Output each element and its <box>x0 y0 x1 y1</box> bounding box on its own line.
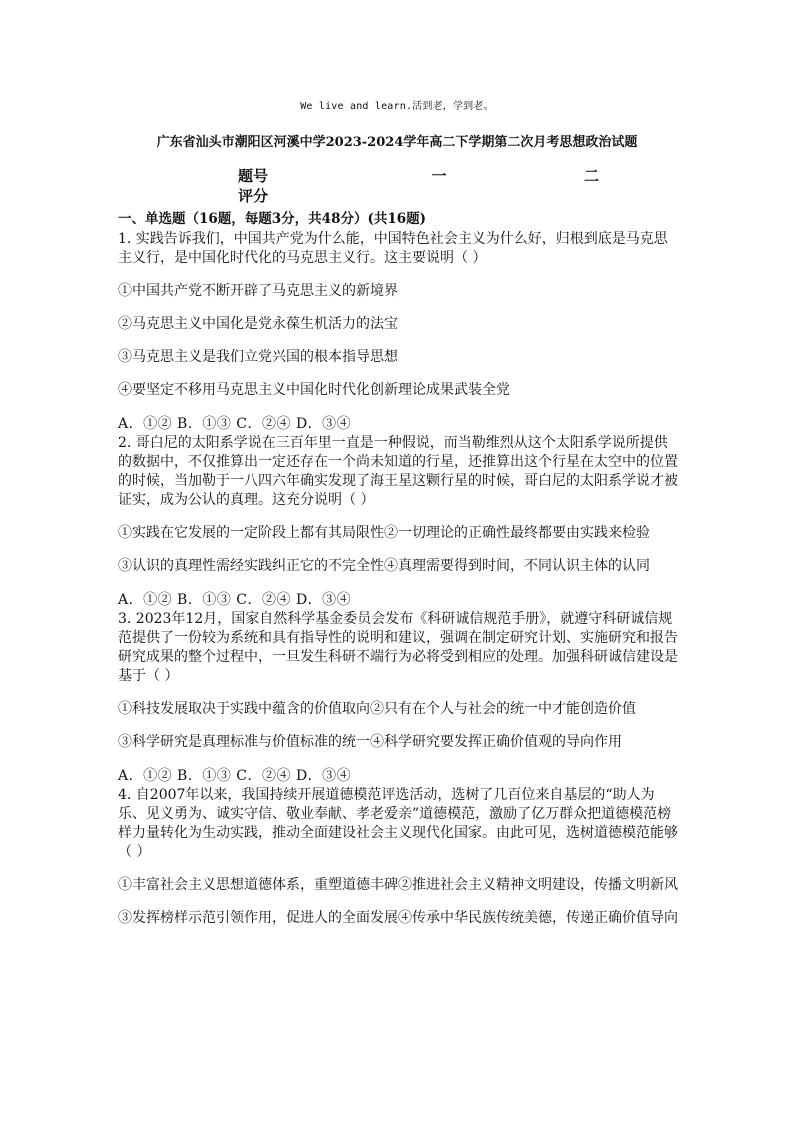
question-stem: 3. 2023年12月，国家自然科学基金委员会发布《科研诚信规范手册》，就遵守科研诚信规范提供了一份较为系统和具有指导性的说明和建议，强调在制定研究计划、实施研究和报告研究成果的整个过程中，一旦发生科研不端行为必将受到相应的处理。加强科研诚信建设是基于（ ） <box>118 611 678 684</box>
score-cell-section-1-value <box>333 186 545 206</box>
question-option: ④要坚定不移用马克思主义中国化时代化创新理论成果武装全党 <box>118 382 510 398</box>
answer-choices: A．①② B．①③ C．②④ D．③④ <box>118 768 352 784</box>
question-option: ②马克思主义中国化是党永葆生机活力的法宝 <box>118 316 398 332</box>
score-cell-label: 评分 <box>238 187 269 205</box>
question-option: ③认识的真理性需经实践纠正它的不完全性④真理需要得到时间，不同认识主体的认同 <box>118 558 650 574</box>
question-option: ①实践在它发展的一定阶段上都有其局限性②一切理论的正确性最终都要由实践来检验 <box>118 525 650 541</box>
question-option: ①中国共产党不断开辟了马克思主义的新境界 <box>118 283 398 299</box>
question-option: ③马克思主义是我们立党兴国的根本指导思想 <box>118 349 398 365</box>
score-cell-label: 题号 <box>238 167 269 185</box>
score-row-question-number <box>238 166 638 186</box>
answer-choices: A．①② B．①③ C．②④ D．③④ <box>118 592 352 608</box>
score-table <box>238 166 638 206</box>
score-cell-section-2-value <box>545 186 638 206</box>
question-1 <box>118 230 678 434</box>
question-4 <box>118 786 678 928</box>
section-heading: 一、单选题（16题，每题3分，共48分）(共16题) <box>118 211 427 227</box>
page-title: 广东省汕头市潮阳区河溪中学2023-2024学年高二下学期第二次月考思想政治试题 <box>156 135 638 150</box>
score-row-score <box>238 186 638 206</box>
score-cell-section-2: 二 <box>583 167 599 185</box>
answer-choices: A．①② B．①③ C．②④ D．③④ <box>118 416 352 432</box>
question-option: ①丰富社会主义思想道德体系，重塑道德丰碑②推进社会主义精神文明建设，传播文明新风 <box>118 877 678 893</box>
question-2 <box>118 434 678 610</box>
exam-content <box>118 210 678 928</box>
question-option: ①科技发展取决于实践中蕴含的价值取向②只有在个人与社会的统一中才能创造价值 <box>118 701 636 717</box>
watermark-motto: We live and learn.活到老，学到老。 <box>300 101 494 112</box>
question-option: ③发挥榜样示范引领作用，促进人的全面发展④传承中华民族传统美德，传递正确价值导向 <box>118 910 678 926</box>
question-stem: 1. 实践告诉我们，中国共产党为什么能，中国特色社会主义为什么好，归根到底是马克思主义行，是中国化时代化的马克思主义行。这主要说明（ ） <box>118 231 668 266</box>
question-3 <box>118 610 678 786</box>
question-option: ③科学研究是真理标准与价值标准的统一④科学研究要发挥正确价值观的导向作用 <box>118 734 622 750</box>
question-stem: 2. 哥白尼的太阳系学说在三百年里一直是一种假说，而当勒维烈从这个太阳系学说所提供的数据中，不仅推算出一定还存在一个尚未知道的行星，还推算出这个行星在太空中的位置的时候，当加勒于一八四六年确实发现了海王星这颗行星的时候，哥白尼的太阳系学说才被证实，成为公认的真理。这充分说明（ ） <box>118 435 678 508</box>
question-stem: 4. 自2007年以来，我国持续开展道德模范评选活动，选树了几百位来自基层的“助人为乐、见义勇为、诚实守信、敬业奉献、孝老爱亲”道德模范，激励了亿万群众把道德模范榜样力量转化为生动实践，推动全面建设社会主义现代化国家。由此可见，选树道德模范能够（ ） <box>118 787 678 860</box>
score-cell-section-1: 一 <box>431 167 447 185</box>
